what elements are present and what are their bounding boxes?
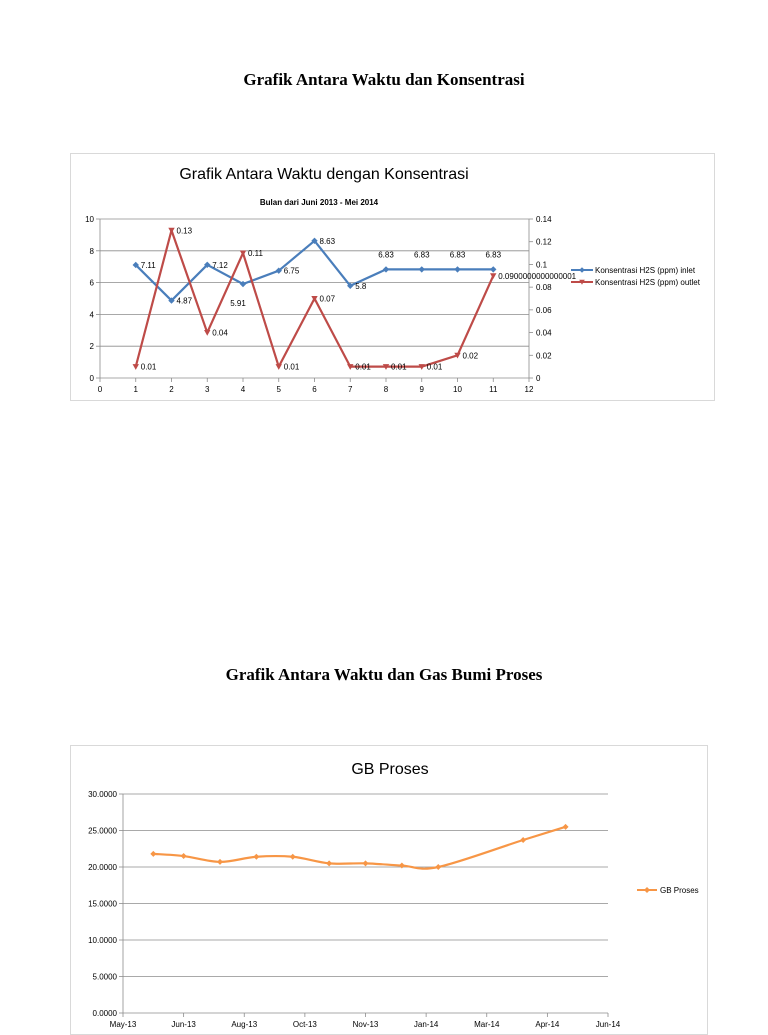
data-point bbox=[181, 853, 187, 859]
y2-tick-label: 0.02 bbox=[536, 351, 552, 361]
y-tick-label: 10.0000 bbox=[88, 936, 117, 945]
y2-tick-label: 0.08 bbox=[536, 283, 552, 293]
x-tick-label: Mar-14 bbox=[474, 1020, 500, 1029]
x-tick-label: Aug-13 bbox=[231, 1020, 258, 1029]
x-tick-label: 5 bbox=[276, 385, 281, 394]
data-point bbox=[490, 266, 496, 272]
data-point bbox=[363, 860, 369, 866]
data-label: 0.04 bbox=[212, 328, 228, 338]
page-title-concentration: Grafik Antara Waktu dan Konsentrasi bbox=[243, 70, 525, 89]
data-point bbox=[204, 330, 210, 336]
y2-tick-label: 0.1 bbox=[536, 260, 548, 270]
data-label: 0.01 bbox=[283, 362, 300, 372]
x-tick-label: 10 bbox=[453, 385, 462, 394]
data-point bbox=[419, 266, 425, 272]
data-label: 6.83 bbox=[449, 250, 466, 260]
y-tick-label: 8 bbox=[89, 246, 94, 256]
y-tick-label: 4 bbox=[89, 310, 94, 320]
data-point bbox=[290, 854, 296, 860]
x-tick-label: 3 bbox=[205, 385, 210, 394]
x-tick-label: 7 bbox=[348, 385, 353, 394]
data-point bbox=[133, 364, 139, 370]
data-label: 0.01 bbox=[355, 362, 371, 372]
data-label: 6.83 bbox=[378, 250, 394, 260]
y-tick-label: 0 bbox=[89, 374, 94, 383]
y-tick-label: 6 bbox=[89, 278, 94, 288]
y2-tick-label: 0.04 bbox=[536, 328, 552, 338]
x-tick-label: 12 bbox=[524, 385, 534, 394]
x-tick-label: Oct-13 bbox=[292, 1020, 317, 1029]
x-tick-label: 4 bbox=[240, 385, 246, 394]
y-tick-label: 10 bbox=[85, 215, 94, 224]
x-tick-label: Jan-14 bbox=[413, 1020, 439, 1029]
data-point bbox=[150, 851, 156, 857]
data-point bbox=[276, 364, 282, 370]
data-label: 0.0900000000000001 bbox=[498, 271, 577, 281]
chart-title: GB Proses bbox=[351, 761, 429, 778]
x-tick-label: 6 bbox=[312, 385, 317, 394]
data-label: 8.63 bbox=[319, 236, 336, 246]
x-tick-label: 11 bbox=[489, 385, 498, 394]
y-tick-label: 5.0000 bbox=[92, 972, 117, 982]
data-label: 0.01 bbox=[140, 362, 157, 372]
data-label: 0.01 bbox=[426, 362, 443, 372]
data-label: 6.83 bbox=[413, 250, 430, 260]
legend-label: GB Proses bbox=[660, 886, 699, 895]
data-point bbox=[399, 863, 405, 869]
data-point bbox=[217, 859, 223, 865]
chart-title: Grafik Antara Waktu dengan Konsentrasi bbox=[179, 166, 469, 183]
x-tick-label: 2 bbox=[169, 385, 174, 394]
x-tick-label: 8 bbox=[383, 385, 389, 394]
y-tick-label: 0.0000 bbox=[92, 1009, 117, 1018]
x-tick-label: Jun-14 bbox=[595, 1020, 621, 1029]
data-point bbox=[563, 824, 569, 830]
data-label: 7.11 bbox=[140, 260, 156, 270]
y-tick-label: 2 bbox=[89, 342, 94, 352]
legend-marker bbox=[644, 887, 650, 893]
data-label: 0.11 bbox=[248, 249, 263, 259]
data-label: 0.01 bbox=[391, 362, 407, 372]
legend-label-2: Konsentrasi H2S (ppm) outlet bbox=[595, 278, 700, 287]
data-label: 0.07 bbox=[319, 294, 336, 304]
x-tick-label: Jun-13 bbox=[171, 1020, 196, 1029]
y2-tick-label: 0.06 bbox=[536, 305, 552, 315]
y2-tick-label: 0.14 bbox=[536, 215, 552, 224]
data-label: 0.13 bbox=[176, 226, 193, 236]
legend-label-1: Konsentrasi H2S (ppm) inlet bbox=[595, 266, 696, 275]
data-label: 6.75 bbox=[283, 266, 300, 276]
x-tick-label: 9 bbox=[419, 385, 424, 394]
data-label: 5.91 bbox=[230, 299, 246, 309]
data-label: 6.83 bbox=[485, 250, 502, 260]
legend-marker-1 bbox=[579, 267, 585, 273]
x-tick-label: 1 bbox=[133, 385, 138, 394]
y-tick-label: 30.0000 bbox=[88, 790, 117, 799]
data-point bbox=[383, 266, 389, 272]
gb-proses-chart-frame bbox=[70, 745, 708, 1035]
gb-proses-chart bbox=[71, 746, 708, 1035]
data-point bbox=[253, 854, 259, 860]
data-label: 0.02 bbox=[462, 351, 479, 361]
y-tick-label: 20.0000 bbox=[88, 863, 117, 872]
concentration-chart-frame bbox=[70, 153, 715, 401]
chart-subtitle: Bulan dari Juni 2013 - Mei 2014 bbox=[259, 198, 379, 207]
data-point bbox=[520, 837, 526, 843]
data-label: 7.12 bbox=[212, 260, 228, 270]
data-point bbox=[454, 266, 460, 272]
y-tick-label: 15.0000 bbox=[88, 899, 117, 909]
y2-tick-label: 0.12 bbox=[536, 237, 552, 247]
x-tick-label: 0 bbox=[97, 385, 103, 394]
x-tick-label: Apr-14 bbox=[535, 1020, 560, 1029]
data-point bbox=[326, 860, 332, 866]
page-title-gas: Grafik Antara Waktu dan Gas Bumi Proses bbox=[225, 665, 543, 684]
data-point bbox=[168, 228, 174, 234]
series-line-1 bbox=[136, 241, 494, 301]
y-tick-label: 25.0000 bbox=[88, 826, 117, 836]
x-tick-label: May-13 bbox=[109, 1020, 137, 1029]
data-point bbox=[435, 864, 441, 870]
y2-tick-label: 0 bbox=[536, 374, 541, 383]
series-line-1 bbox=[153, 827, 565, 869]
data-label: 4.87 bbox=[176, 296, 193, 306]
x-tick-label: Nov-13 bbox=[352, 1020, 379, 1029]
data-label: 5.8 bbox=[355, 281, 367, 291]
concentration-chart bbox=[71, 154, 715, 401]
